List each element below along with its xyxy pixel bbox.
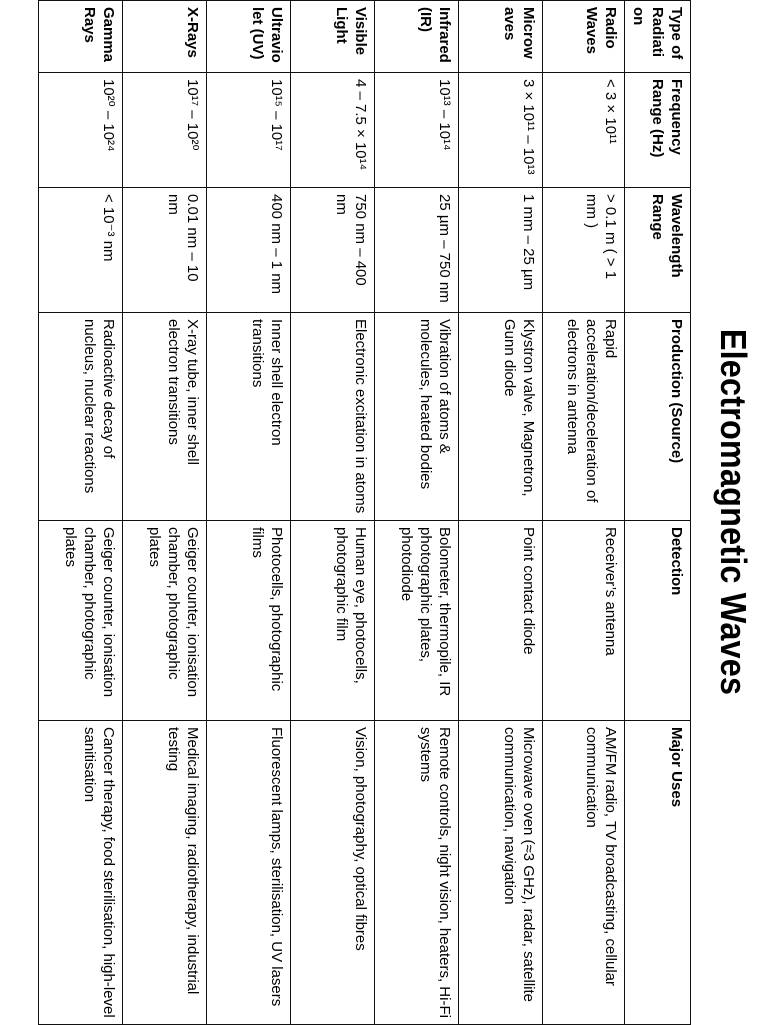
production-cell: Rapid acceleration/deceleration of electrons in antenna <box>543 313 625 521</box>
type-cell: X-Rays <box>123 1 207 73</box>
table-row <box>543 1 625 1025</box>
frequency-cell: 4 – 7.5 × 10¹⁴ <box>291 73 375 188</box>
production-cell: Vibration of atoms & molecules, heated bodies <box>375 313 459 521</box>
uses-cell: Microwave oven (≈3 GHz), radar, satellite communication, navigation <box>459 721 543 1025</box>
production-cell: Radioactive decay of nucleus, nuclear reactions <box>39 313 123 521</box>
detection-cell: Geiger counter, ionisation chamber, photographic plates <box>39 521 123 721</box>
wavelength-cell: 0.01 nm – 10 nm <box>123 188 207 313</box>
table-row <box>39 1 123 1025</box>
table-row <box>459 1 543 1025</box>
detection-cell: Human eye, photocells, photographic film <box>291 521 375 721</box>
frequency-cell: 3 × 10¹¹ – 10¹³ <box>459 73 543 188</box>
uses-cell: AM/FM radio, TV broadcasting, cellular communication <box>543 721 625 1025</box>
type-cell: Visible Light <box>291 1 375 73</box>
production-cell: X-ray tube, inner shell electron transitions <box>123 313 207 521</box>
type-cell: Ultraviolet (UV) <box>207 1 291 73</box>
uses-cell: Remote controls, night vision, heaters, Hi-Fi systems <box>375 721 459 1025</box>
frequency-cell: 10²⁰ – 10²⁴ <box>39 73 123 188</box>
uses-cell: Cancer therapy, food sterilisation, high-level sanitisation <box>39 721 123 1025</box>
wavelength-cell: < 10⁻³ nm <box>39 188 123 313</box>
header-wavelength: Wavelength Range <box>625 188 691 313</box>
frequency-cell: < 3 × 10¹¹ <box>543 73 625 188</box>
header-row <box>625 1 691 1025</box>
em-waves-table <box>38 0 691 1025</box>
page-title: Electromagnetic Waves <box>713 328 754 696</box>
header-type: Type of Radiation <box>625 1 691 73</box>
wavelength-cell: > 0.1 m ( > 1 mm ) <box>543 188 625 313</box>
production-cell: Klystron valve, Magnetron, Gunn diode <box>459 313 543 521</box>
detection-cell: Point contact diode <box>459 521 543 721</box>
uses-cell: Fluorescent lamps, sterilisation, UV lasers <box>207 721 291 1025</box>
wavelength-cell: 25 µm – 750 nm <box>375 188 459 313</box>
table-row <box>375 1 459 1025</box>
production-cell: Inner shell electron transitions <box>207 313 291 521</box>
type-cell: Infrared (IR) <box>375 1 459 73</box>
header-production: Production (Source) <box>625 313 691 521</box>
detection-cell: Photocells, photographic films <box>207 521 291 721</box>
table-row <box>123 1 207 1025</box>
header-frequency: Frequency Range (Hz) <box>625 73 691 188</box>
frequency-cell: 10¹⁷ – 10²⁰ <box>123 73 207 188</box>
table-row <box>291 1 375 1025</box>
type-cell: Radio Waves <box>543 1 625 73</box>
frequency-cell: 10¹⁵ – 10¹⁷ <box>207 73 291 188</box>
uses-cell: Vision, photography, optical fibres <box>291 721 375 1025</box>
wavelength-cell: 1 mm – 25 µm <box>459 188 543 313</box>
production-cell: Electronic excitation in atoms <box>291 313 375 521</box>
frequency-cell: 10¹³ – 10¹⁴ <box>375 73 459 188</box>
header-detection: Detection <box>625 521 691 721</box>
wavelength-cell: 750 nm – 400 nm <box>291 188 375 313</box>
uses-cell: Medical imaging, radiotherapy, industrial testing <box>123 721 207 1025</box>
type-cell: Microwaves <box>459 1 543 73</box>
detection-cell: Receiver’s antenna <box>543 521 625 721</box>
type-cell: Gamma Rays <box>39 1 123 73</box>
detection-cell: Bolometer, thermopile, IR photographic plates, photodiode <box>375 521 459 721</box>
header-uses: Major Uses <box>625 721 691 1025</box>
table-row <box>207 1 291 1025</box>
detection-cell: Geiger counter, ionisation chamber, photographic plates <box>123 521 207 721</box>
wavelength-cell: 400 nm – 1 nm <box>207 188 291 313</box>
